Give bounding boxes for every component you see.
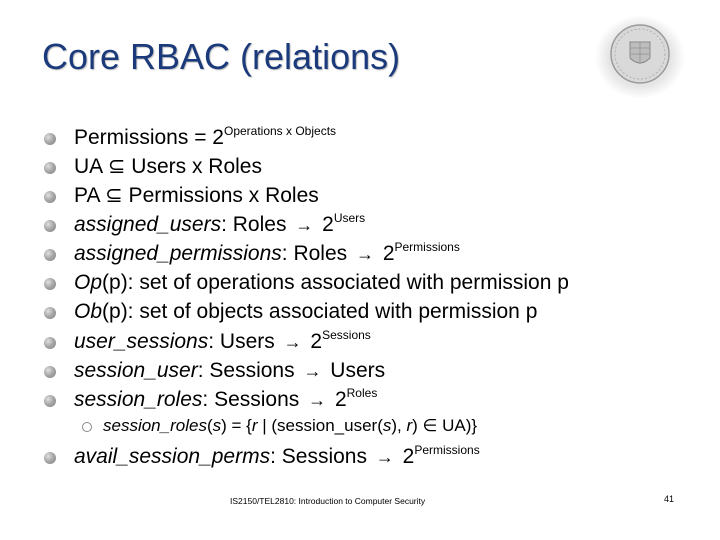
text-segment: 2 bbox=[396, 445, 415, 468]
bullet-item bbox=[74, 386, 377, 414]
text-segment: assigned_users bbox=[74, 213, 222, 236]
text-segment: 2 bbox=[376, 242, 395, 265]
text-segment: session_user bbox=[74, 359, 198, 382]
text-segment: Op bbox=[74, 271, 103, 294]
text-segment: Permissions bbox=[414, 443, 480, 457]
bullet-icon bbox=[44, 395, 56, 407]
text-segment: ) ∈ UA)} bbox=[412, 416, 478, 435]
text-segment: UA ⊆ Users x Roles bbox=[74, 155, 262, 178]
bullet-icon bbox=[44, 337, 56, 349]
text-segment: Roles bbox=[346, 386, 378, 400]
bullet-icon bbox=[44, 191, 56, 203]
bullet-icon bbox=[44, 133, 56, 145]
bullet-icon bbox=[44, 452, 56, 464]
text-segment: (p): set of objects associated with permission p bbox=[102, 300, 538, 323]
arrow-icon: → bbox=[308, 390, 327, 410]
text-segment: Permissions = 2 bbox=[74, 126, 224, 149]
text-segment: ( bbox=[206, 416, 213, 435]
bullet-item bbox=[74, 153, 262, 181]
text-segment: : Roles bbox=[221, 213, 293, 236]
text-segment: session_roles bbox=[103, 416, 207, 435]
text-segment: r bbox=[251, 416, 258, 435]
bullet-item bbox=[74, 357, 385, 385]
text-segment: assigned_permissions bbox=[74, 242, 282, 265]
sub-bullet-icon bbox=[82, 422, 92, 432]
bullet-item bbox=[74, 443, 480, 471]
text-segment: s bbox=[212, 416, 222, 435]
bullet-icon bbox=[44, 307, 56, 319]
text-segment: Ob bbox=[74, 300, 103, 323]
bullet-icon bbox=[44, 220, 56, 232]
text-segment: : Users bbox=[208, 330, 281, 353]
bullet-icon bbox=[44, 278, 56, 290]
text-segment: | (session_user( bbox=[257, 416, 383, 435]
page-number: 41 bbox=[664, 494, 675, 504]
text-segment: : Roles bbox=[281, 242, 353, 265]
text-segment: PA ⊆ Permissions x Roles bbox=[74, 184, 319, 207]
text-segment: s bbox=[382, 416, 392, 435]
sub-bullet-item bbox=[103, 414, 477, 438]
bullet-icon bbox=[44, 366, 56, 378]
bullet-item bbox=[74, 269, 569, 297]
slide-footer: IS2150/TEL2810: Introduction to Computer Security bbox=[230, 496, 426, 506]
text-segment: 2 bbox=[304, 330, 323, 353]
bullet-icon bbox=[44, 249, 56, 261]
bullet-item bbox=[74, 211, 365, 239]
text-segment: user_sessions bbox=[74, 330, 209, 353]
text-segment: r bbox=[406, 416, 413, 435]
text-segment: ), bbox=[391, 416, 407, 435]
bullet-item bbox=[74, 182, 319, 210]
text-segment: Operations x Objects bbox=[223, 124, 337, 138]
text-segment: 2 bbox=[329, 388, 347, 411]
arrow-icon: → bbox=[295, 215, 314, 235]
text-segment: Sessions bbox=[322, 328, 371, 342]
text-segment: : Sessions bbox=[197, 359, 301, 382]
bullet-item bbox=[74, 240, 460, 268]
arrow-icon: → bbox=[283, 332, 302, 352]
text-segment: Users bbox=[324, 359, 386, 382]
text-segment: (p): set of operations associated with permission p bbox=[102, 271, 569, 294]
arrow-icon: → bbox=[355, 244, 374, 264]
text-segment: session_roles bbox=[74, 388, 203, 411]
text-segment: : Sessions bbox=[202, 388, 306, 411]
text-segment: Permissions bbox=[394, 240, 460, 254]
text-segment: 2 bbox=[316, 213, 334, 236]
text-segment: avail_session_perms bbox=[74, 445, 271, 468]
text-segment: : Sessions bbox=[270, 445, 373, 468]
text-segment: ) = { bbox=[221, 416, 252, 435]
bullet-icon bbox=[44, 162, 56, 174]
arrow-icon: → bbox=[303, 361, 322, 381]
bullet-item bbox=[74, 124, 336, 152]
text-segment: Users bbox=[333, 211, 366, 225]
bullet-item bbox=[74, 298, 537, 326]
slide-title: Core RBAC (relations) bbox=[42, 36, 401, 77]
arrow-icon: → bbox=[375, 447, 394, 467]
bullet-item bbox=[74, 328, 371, 356]
